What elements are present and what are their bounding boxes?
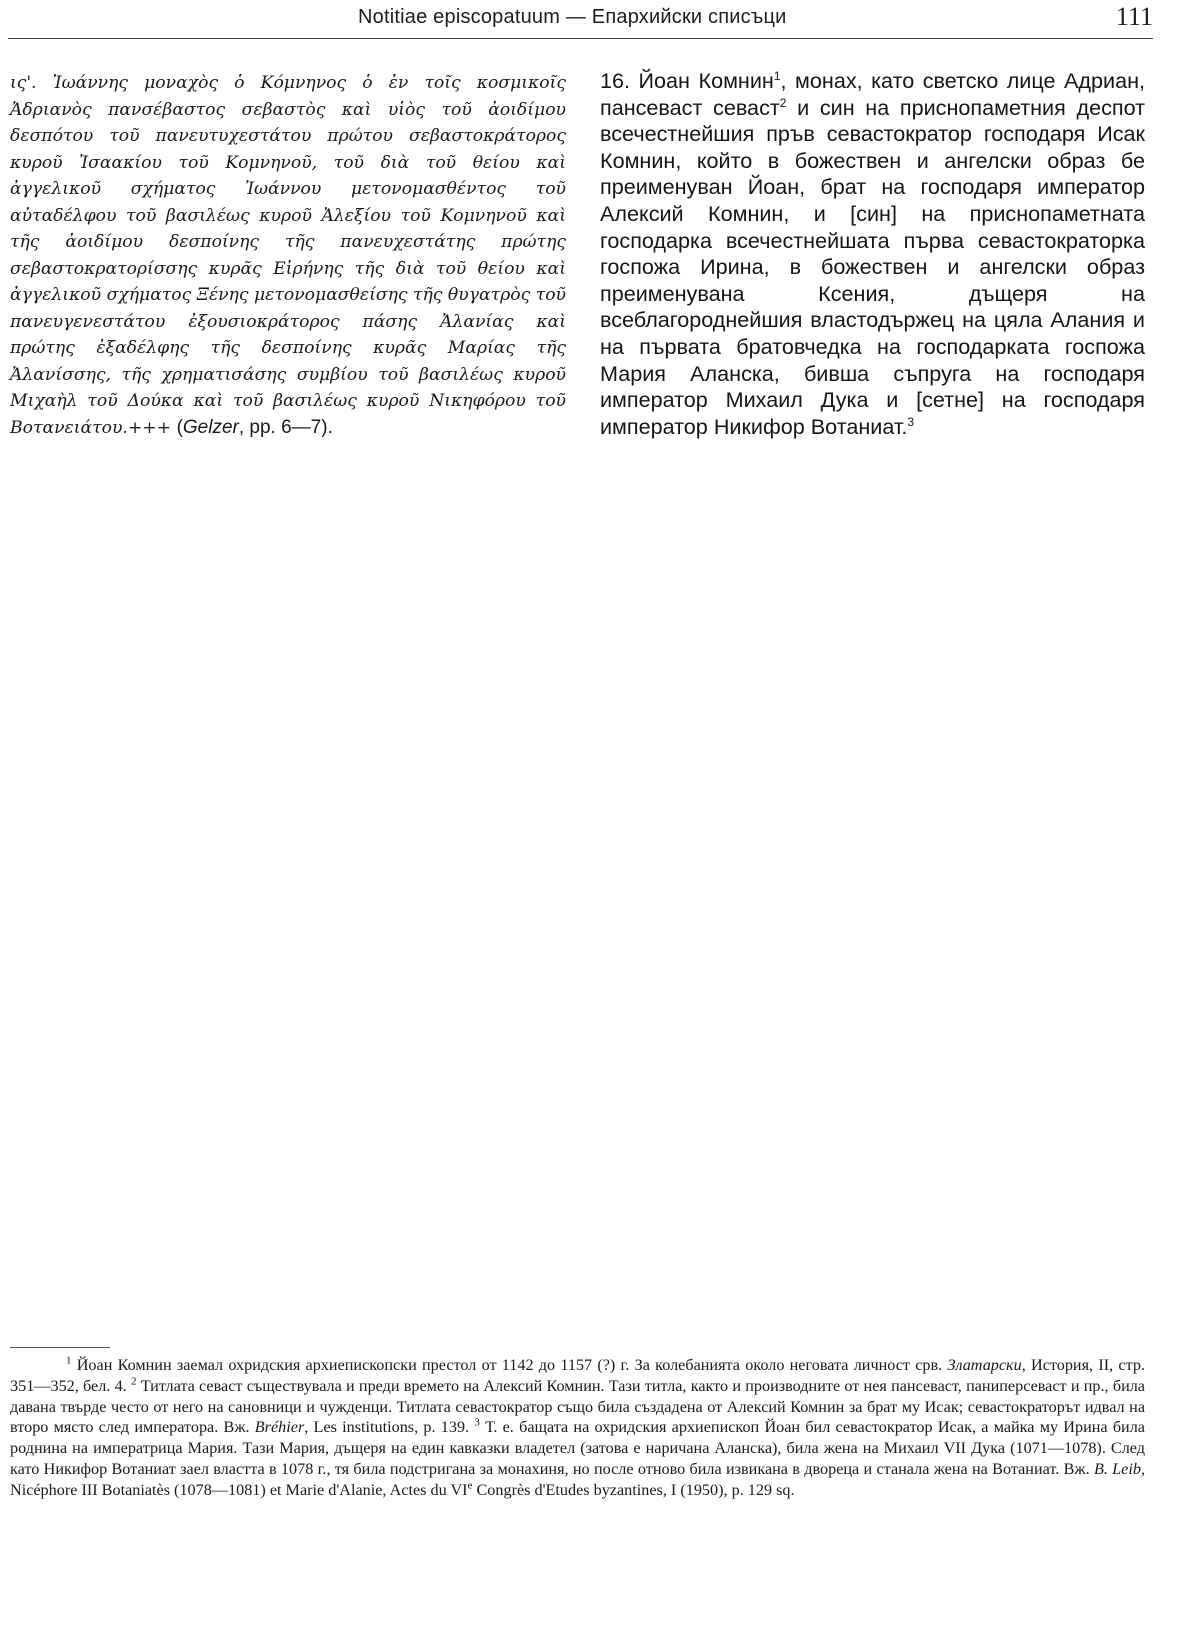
running-header <box>8 0 1153 40</box>
footnote-1-author: Златарски <box>947 1356 1022 1374</box>
footnote-number-2: 2 <box>130 1375 137 1388</box>
citation-open: ( <box>176 416 183 438</box>
translation-part-3: и син на приснопаметния деспот всечестнейшия пръв севастократор господаря Исак Комнин, който в божествен и ангелски образ бе преименуван Йоан, брат на господаря император Алексий Комнин, и [син] на приснопаметната господарка всечестнейшата първа севастократорка госпожа Ирина, в божествен и ангелски образ преименувана Ксения, дъщеря на всеблагороднейшия властодържец на цяла Алания и на първата братовчедка на господарката госпожа Мария Аланска, бивша съпруга на господаря император Михаил Дука и [сетне] на господаря император Никифор Вотаниат. <box>600 94 1145 439</box>
page-number: 111 <box>1115 2 1153 31</box>
citation-author: Gelzer <box>182 416 239 438</box>
footnote-number-1: 1 <box>66 1354 72 1367</box>
footnote-rule <box>10 1347 110 1348</box>
footnote-2-text-b: , Les institutions, p. 139. <box>304 1418 475 1437</box>
bulgarian-column <box>600 68 1145 440</box>
running-title: Notitiae episcopatuum — Епархийски списъци <box>358 6 787 28</box>
citation-pages: , pp. 6—7). <box>238 416 333 438</box>
footnote-1-text-b: , История, II, стр. 351—352, бел. 4. <box>10 1356 1145 1395</box>
footnote-3-author: B. Leib <box>1093 1459 1141 1478</box>
greek-column <box>10 70 566 441</box>
footnote-ref-1: 1 <box>773 68 781 83</box>
footnote-3-text-c: Congrès d'Etudes byzantines, I (1950), p. 129 sq. <box>472 1480 795 1499</box>
footnote-2-text-a: Титлата севаст съществувала и преди времето на Алексий Комнин. Тази титла, както и производните от нея пансеваст, паниперсеваст и пр., била давана твърде често от него на сановници и чужденци. Титлата севастократор също била създадена от Алексий Комнин за брат му Исак; севастократорът идвал на второ място след императора. Вж. <box>10 1376 1145 1437</box>
footnote-number-3: 3 <box>474 1417 480 1429</box>
translation-part-1: 16. Йоан Комнин <box>600 68 774 93</box>
greek-entry-text: ις'. Ἰωάννης μοναχὸς ὁ Κόμνηνος ὁ ἐν τοῖς κοσμικοῖς Ἀδριανὸς πανσέβαστος σεβαστὸς καὶ υἱὸς τοῦ ἀοιδίμου δεσπότου τοῦ πανευτυχεστάτου πρώτου σεβαστοκράτορος κυροῦ Ἰσαακίου τοῦ Κομνηνοῦ, τοῦ διὰ τοῦ θείου καὶ ἀγγελικοῦ σχήματος Ἰωάννου μετονομασθέντος τοῦ αὐταδέλφου τοῦ βασιλέως κυροῦ Ἀλεξίου τοῦ Κομνηνοῦ καὶ τῆς ἀοιδίμου δεσποίνης τῆς πανευχεστάτης πρώτης σεβαστοκρατορίσσης κυρᾶς Εἰρήνης τῆς διὰ τοῦ θείου καὶ ἀγγελικοῦ σχήματος Ξένης μετονομασθείσης τῆς θυγατρὸς τοῦ πανευγενεστάτου ἐξουσιοκράτορος πάσης Ἀλανίας καὶ πρώτης ἐξαδέλφης τῆς δεσποίνης κυρᾶς Μαρίας τῆς Ἀλανίσσης, τῆς χρηματισάσης συμβίου τοῦ βασιλέως κυροῦ Μιχαὴλ τοῦ Δούκα καὶ τοῦ βασιλέως κυροῦ Νικηφόρου τοῦ Βοτανειάτου.+++ <box>10 73 566 438</box>
footnote-3-text-a: Т. е. бащата на охридския архиепископ Йоан бил севастократор Исак, а майка му Ирина била роднина на императрица Мария. Тази Мария, дъщеря на един кавказки владетел (затова е наричана Аланска), била жена на Михаил VII Дука (1071—1078). След като Никифор Вотаниат заел властта в 1078 г., тя била подстригана за монахиня, но после отново била извикана в двореца и станала жена на Вотаниат. Вж. <box>10 1418 1145 1478</box>
header-rule <box>8 38 1153 39</box>
translation-part-2: , монах, като светско лице Адриан, пансеваст севаст <box>600 68 1146 120</box>
footnote-block <box>10 1355 1145 1501</box>
footnote-3-superscript: e <box>467 1479 473 1492</box>
greek-citation <box>177 417 333 438</box>
footnote-2-author: Bréhier <box>254 1418 305 1437</box>
footnote-ref-3: 3 <box>907 414 915 429</box>
footnote-1-text-a: Йоан Комнин заемал охридския архиепископски престол от 1142 до 1157 (?) г. За колебанията около неговата личност срв. <box>71 1356 948 1374</box>
footnote-3-text-b: , Nicéphore III Botaniatès (1078—1081) et Marie d'Alanie, Actes du VI <box>10 1459 1146 1499</box>
footnotes <box>10 1355 1145 1501</box>
footnote-ref-2: 2 <box>779 95 787 110</box>
